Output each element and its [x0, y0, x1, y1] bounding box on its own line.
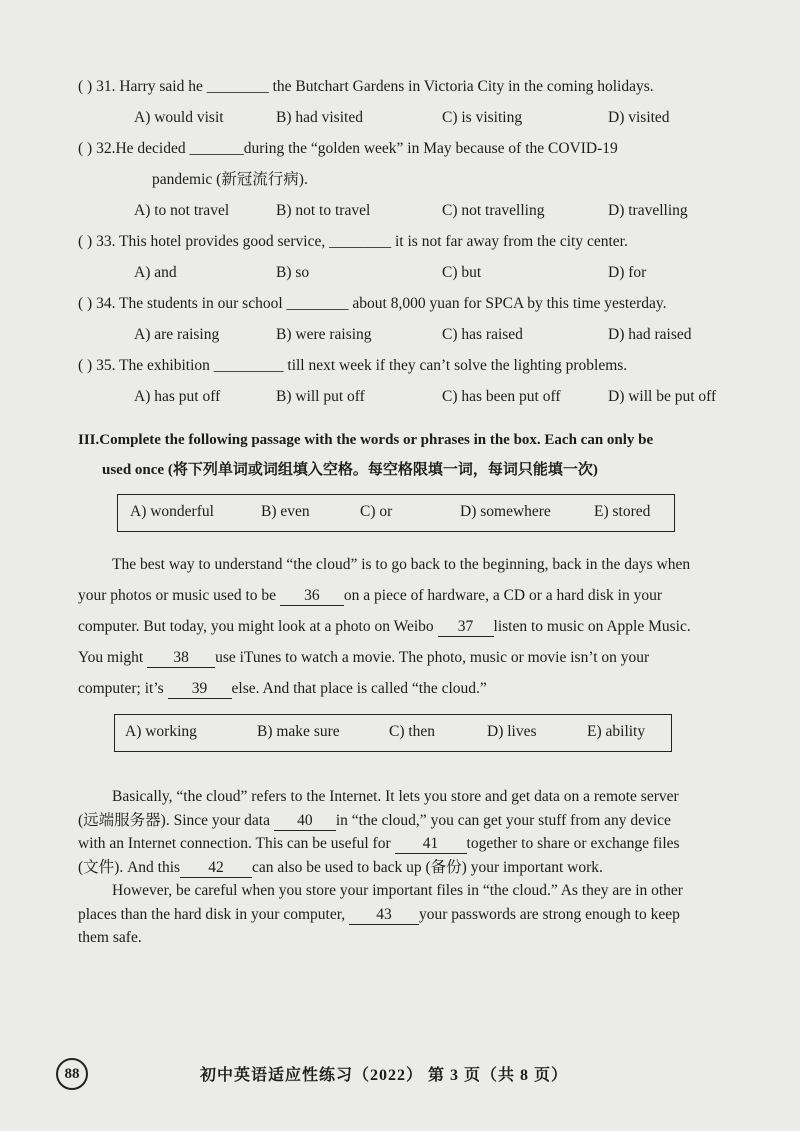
passage-line: The best way to understand “the cloud” is to go back to the beginning, back in the days when	[112, 556, 691, 573]
passage-paragraph-1	[78, 549, 740, 704]
blank-36: 36	[280, 587, 344, 606]
answer-blank: ________	[329, 233, 392, 250]
option-d: D) visited	[608, 109, 670, 126]
passage-text: computer. But today, you might look at a photo on Weibo	[78, 618, 438, 635]
option-b: B) so	[276, 264, 310, 281]
option-c: C) but	[442, 264, 482, 281]
passage-text: (远端服务器). Since your data	[78, 811, 274, 829]
question-32-line2: pandemic (新冠流行病).	[152, 171, 308, 188]
option-d: D) had raised	[608, 326, 692, 343]
passage-line: them safe.	[78, 929, 142, 946]
option-c: C) has raised	[442, 326, 523, 343]
option-d: D) will be put off	[608, 388, 717, 405]
answer-paren: ( )	[78, 233, 93, 250]
question-stem: 32.He decided	[96, 140, 190, 157]
option-b: B) will put off	[276, 388, 365, 405]
question-stem: 31. Harry said he	[96, 78, 207, 95]
question-stem: till next week if they can’t solve the lighting problems.	[283, 357, 628, 374]
passage-line	[78, 832, 740, 856]
option-b: B) were raising	[276, 326, 372, 343]
question-32	[78, 138, 748, 160]
passage-text: can also be used to back up (备份) your important work.	[252, 858, 603, 876]
passage-text: with an Internet connection. This can be useful for	[78, 835, 395, 852]
option-a: A) are raising	[134, 326, 220, 343]
word-option: E) stored	[594, 503, 651, 520]
question-35	[78, 355, 748, 377]
word-option: E) ability	[587, 723, 646, 740]
passage-text: your photos or music used to be	[78, 587, 280, 604]
word-option: A) working	[125, 723, 197, 740]
section-heading-line1: III.Complete the following passage with the words or phrases in the box. Each can only be	[78, 432, 654, 448]
passage-line	[78, 580, 740, 611]
word-option: C) or	[360, 503, 393, 520]
question-stem: during the “golden week” in May because of the COVID-19	[243, 140, 618, 157]
answer-paren: ( )	[78, 140, 93, 157]
option-a: A) has put off	[134, 388, 221, 405]
passage-text: You might	[78, 649, 148, 666]
blank-37: 37	[438, 618, 494, 637]
word-option: B) make sure	[257, 723, 340, 740]
passage-text: together to share or exchange files	[466, 835, 680, 852]
passage-text: your passwords are strong enough to keep	[419, 905, 680, 923]
word-option: B) even	[261, 503, 310, 520]
word-option: A) wonderful	[130, 503, 214, 520]
option-c: C) is visiting	[442, 109, 523, 126]
blank-41: 41	[395, 835, 467, 854]
question-stem: 35. The exhibition	[96, 357, 214, 374]
passage-text: use iTunes to watch a movie. The photo, music or movie isn’t on your	[215, 649, 650, 666]
blank-40: 40	[274, 812, 336, 831]
option-d: D) travelling	[608, 202, 688, 219]
word-box-2	[114, 714, 672, 752]
option-c: C) not travelling	[442, 202, 545, 219]
question-stem: 33. This hotel provides good service,	[96, 233, 330, 250]
question-stem: it is not far away from the city center.	[391, 233, 628, 250]
question-stem: the Butchart Gardens in Victoria City in the coming holidays.	[268, 78, 654, 95]
blank-39: 39	[168, 680, 232, 699]
word-option: C) then	[389, 723, 436, 740]
page-badge: 88	[56, 1058, 88, 1090]
option-c: C) has been put off	[442, 388, 561, 405]
passage-text: places than the hard disk in your computer,	[78, 905, 349, 923]
passage-line	[78, 673, 740, 704]
passage-line	[78, 611, 740, 642]
passage-line	[78, 642, 740, 673]
passage-text: else. And that place is called “the cloud.”	[231, 680, 487, 697]
passage-line	[78, 856, 740, 880]
passage-line	[78, 903, 740, 927]
answer-blank: _________	[213, 357, 284, 374]
passage-text: computer; it’s	[78, 680, 168, 697]
section-heading	[78, 425, 748, 485]
passage-line: Basically, “the cloud” refers to the Internet. It lets you store and get data on a remote server	[112, 788, 679, 805]
word-option: D) lives	[487, 723, 537, 740]
page-footer	[0, 1058, 800, 1086]
option-a: A) and	[134, 264, 177, 281]
option-a: A) to not travel	[134, 202, 230, 219]
answer-blank: _______	[189, 140, 244, 157]
section-heading-line2: used once (将下列单词或词组填入空格。每空格限填一词，每词只能填一次)	[102, 462, 598, 478]
word-option: D) somewhere	[460, 503, 551, 520]
passage-text: listen to music on Apple Music.	[493, 618, 691, 635]
footer-text: 初中英语适应性练习（2022） 第 3 页（共 8 页）	[200, 1067, 569, 1084]
blank-38: 38	[147, 649, 215, 668]
option-d: D) for	[608, 264, 647, 281]
option-b: B) had visited	[276, 109, 363, 126]
blank-43: 43	[349, 906, 419, 925]
answer-paren: ( )	[78, 295, 93, 312]
answer-blank: ________	[286, 295, 349, 312]
question-31	[78, 76, 748, 98]
passage-paragraph-2	[78, 785, 740, 950]
passage-text: on a piece of hardware, a CD or a hard disk in your	[343, 587, 662, 604]
blank-42: 42	[180, 859, 252, 878]
passage-text: (文件). And this	[78, 858, 181, 876]
passage-text: in “the cloud,” you can get your stuff from any device	[335, 811, 671, 829]
question-stem: about 8,000 yuan for SPCA by this time yesterday.	[348, 295, 667, 312]
question-stem: 34. The students in our school	[96, 295, 287, 312]
word-box-1	[117, 494, 675, 532]
question-33	[78, 231, 748, 253]
answer-paren: ( )	[78, 78, 93, 95]
answer-paren: ( )	[78, 357, 93, 374]
answer-blank: ________	[206, 78, 269, 95]
question-34	[78, 293, 748, 315]
passage-line: However, be careful when you store your important files in “the cloud.” As they are in other	[112, 882, 683, 899]
passage-line	[78, 809, 740, 833]
option-a: A) would visit	[134, 109, 224, 126]
option-b: B) not to travel	[276, 202, 371, 219]
